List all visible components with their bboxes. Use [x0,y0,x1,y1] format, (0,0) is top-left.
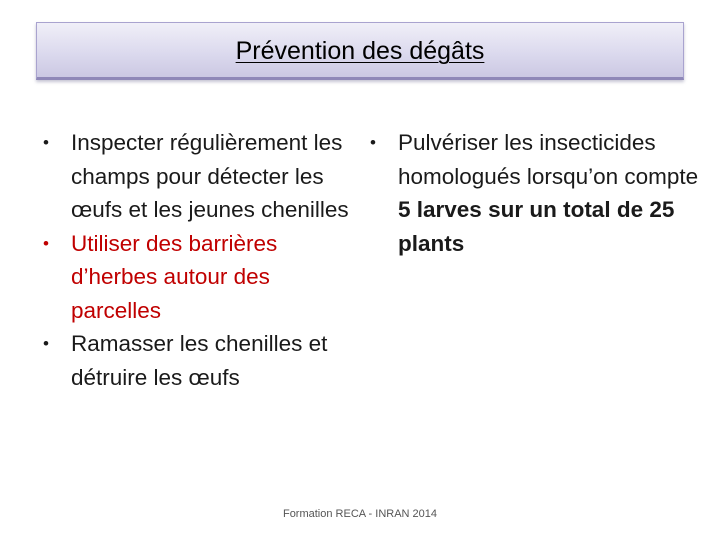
list-item-text: Inspecter régulièrement les champs pour détecter les œufs et les jeunes chenilles [71,130,349,222]
bullet-icon: • [370,133,376,152]
list-item-text: Utiliser des barrières d’herbes autour des parcelles [71,230,278,323]
bullet-icon: • [43,334,49,353]
list-item [370,126,715,260]
right-column [370,126,715,260]
list-item [43,227,363,328]
list-item [43,327,363,394]
slide-title: Prévention des dégâts [235,37,485,65]
right-bullet-list [370,126,715,260]
list-item [43,126,363,227]
slide-footer: Formation RECA - INRAN 2014 [282,508,438,520]
left-column [43,126,363,394]
left-bullet-list [43,126,363,394]
bullet-icon: • [43,133,49,152]
title-bar [36,22,684,80]
list-item-emphasis: 5 larves sur un total de 25 plants [398,197,675,256]
list-item-text: Pulvériser les insecticides homologués lorsqu’on compte [398,130,699,189]
bullet-icon: • [43,233,49,253]
list-item-text: Ramasser les chenilles et détruire les œufs [71,331,328,390]
